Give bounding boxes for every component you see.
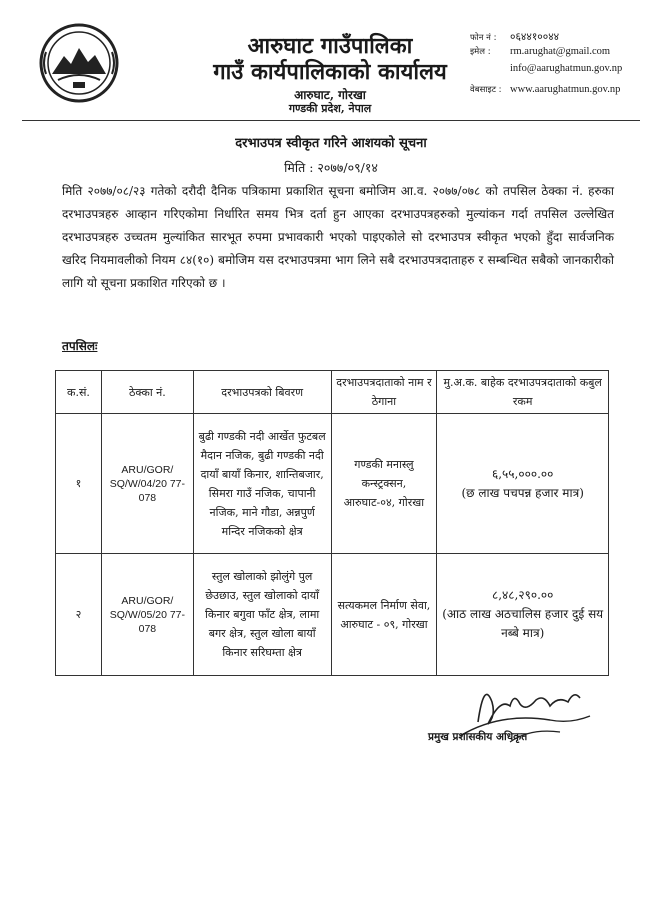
- office-location: आरुघाट, गोरखा: [294, 88, 366, 102]
- municipality-emblem-icon: [38, 22, 120, 104]
- contract-table: [55, 370, 609, 676]
- email-value[interactable]: rm.arughat@gmail.com: [510, 46, 611, 57]
- phone-value: ०६४४१००४४: [510, 32, 560, 43]
- header-amount: मु.अ.क. बाहेक दरभाउपत्रदाताको कबुल रकम: [437, 371, 609, 414]
- row-bidder: गण्डकी मनास्लु कन्स्ट्रक्सन, आरुघाट-०४, गोरखा: [331, 414, 437, 554]
- signatory-title: प्रमुख प्रशासकीय अधिकृत: [428, 731, 528, 743]
- contact-website: [470, 84, 620, 95]
- row-bidder: सत्यकमल निर्माण सेवा, आरुघाट - ०९, गोरखा: [331, 554, 437, 676]
- row-amount-figure: ६,५५,०००.००: [492, 466, 554, 481]
- website-value[interactable]: www.aarughatmun.gov.np: [510, 84, 621, 95]
- website-label: वेबसाइट :: [470, 85, 502, 95]
- row-contract-no: ARU/GOR/ SQ/W/04/20 77-078: [101, 414, 193, 554]
- row-description: बुढी गण्डकी नदी आर्खेत फुटबल मैदान नजिक, बुढी गण्डकी नदी दायाँ बायाँ किनार, शान्तिबजार, सिमरा गाउँ नजिक, चापानी नजिक, माने गौडा, अन्नपुर्ण मन्दिर नजिकको क्षेत्र: [193, 414, 331, 554]
- signature-icon: [440, 672, 600, 762]
- office-name: आरुघाट गाउँपालिका: [247, 33, 413, 59]
- contact-email-secondary[interactable]: info@aarughatmun.gov.np: [510, 63, 623, 74]
- notice-body: मिति २०७७/०८/२३ गतेको दरौदी दैनिक पत्रिकामा प्रकाशित सूचना बमोजिम आ.व. २०७७/०७८ को तपसिल ठेक्का नं. हरुका दरभाउपत्रहरु आव्हान गरिएकोमा निर्धारित समय भित्र दर्ता हुन आएका दरभाउपत्रहरुको मुल्यांकन गर्दा तपसिल उल्लेखित दरभाउपत्रहरु उच्चतम मुल्यांकित सारभूत रुपमा प्रभावकारी भएको पाइएकोले सो दरभाउपत्र स्वीकृत भएको हुँदा सार्वजनिक खरिद नियमावलीको नियम ८४(१०) बमोजिम यस दरभाउपत्रमा भाग लिने सबै दरभाउपत्रदाताहरु र सम्बन्धित सबैको जानकारीको लागि यो सूचना प्रकाशित गरिएको छ ।: [62, 184, 614, 290]
- table-row: [56, 414, 609, 554]
- row-amount-words: (छ लाख पचपन्न हजार मात्र): [461, 485, 584, 500]
- row-description: स्तुल खोलाको झोलुंगे पुल छेउछाउ, स्तुल खोलाको दायाँ किनार बगुवा फाँट क्षेत्र, लामा बगर क्षेत्र, स्तुल खोला बायाँ किनार सरिघम्ता क्षेत्र: [193, 554, 331, 676]
- header-sn: क.सं.: [56, 371, 102, 414]
- table-header-row: [56, 371, 609, 414]
- row-amount-words: (आठ लाख अठचालिस हजार दुई सय नब्बे मात्र): [442, 607, 604, 640]
- table-row: [56, 554, 609, 676]
- contact-phone: [470, 30, 559, 44]
- row-sn: १: [56, 414, 102, 554]
- header-divider: [22, 120, 640, 121]
- row-sn: २: [56, 554, 102, 676]
- row-contract-no: ARU/GOR/ SQ/W/05/20 77-078: [101, 554, 193, 676]
- row-amount: [437, 554, 609, 676]
- notice-title: दरभाउपत्र स्वीकृत गरिने आशयको सूचना: [235, 136, 427, 151]
- email-label: इमेल :: [470, 47, 491, 57]
- row-amount-figure: ८,४८,२९०.००: [492, 588, 554, 602]
- header-bidder: दरभाउपत्रदाताको नाम र ठेगाना: [331, 371, 437, 414]
- notice-date: मिति : २०७७/०९/१४: [284, 160, 378, 175]
- header-contract-no: ठेक्का नं.: [101, 371, 193, 414]
- row-amount: [437, 414, 609, 554]
- office-province: गण्डकी प्रदेश, नेपाल: [288, 102, 372, 115]
- phone-label: फोन नं :: [470, 33, 497, 43]
- schedule-label: तपसिलः: [62, 339, 98, 353]
- contact-email: [470, 46, 610, 57]
- office-subtitle: गाउँ कार्यपालिकाको कार्यालय: [213, 59, 447, 85]
- header-description: दरभाउपत्रको बिवरण: [193, 371, 331, 414]
